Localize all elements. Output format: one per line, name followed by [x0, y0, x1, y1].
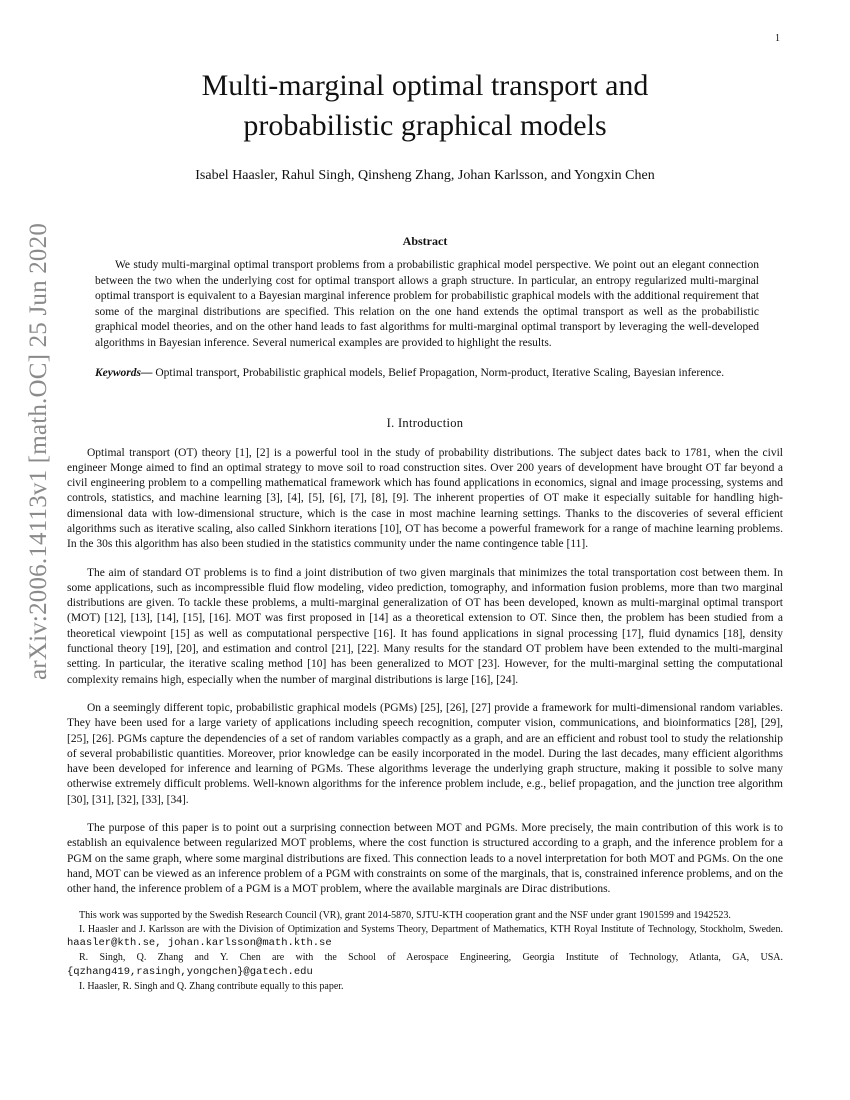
- keywords-label: Keywords—: [95, 367, 153, 379]
- author-list: Isabel Haasler, Rahul Singh, Qinsheng Zhang, Johan Karlsson, and Yongxin Chen: [195, 168, 655, 183]
- footnotes: [67, 909, 783, 994]
- title-line-1: Multi-marginal optimal transport and: [201, 69, 649, 102]
- paper-title: [67, 66, 783, 146]
- intro-paragraph-1: Optimal transport (OT) theory [1], [2] is a powerful tool in the study of probability distributions. The subject dates back to 1781, when the civil engineer Monge aimed to find an optimal strategy to move soil to road construction sites. Over 200 years of development have brought OT far beyond a civil engineering problem to a compelling mathematical framework which has found applications in economics, signal and image processing, systems and controls, statistics, and machine learning [3], [4], [5], [6], [7], [8], [9]. The inherent properties of OT make it especially suitable for handling high-dimensional data with low-dimensional structure, which is the case in most machine learning settings. Thanks to the discoveries of several efficient algorithms such as iterative scaling, also called Sinkhorn iterations [10], OT has become a powerful framework for a range of machine learning problems. In the 30s this algorithm has also been studied in the statistics community under the name contingence table [11].: [67, 446, 783, 551]
- affiliation-gatech-text: R. Singh, Q. Zhang and Y. Chen are with the School of Aerospace Engineering, Georgia Institute of Technology, Atlanta, GA, USA.: [79, 952, 783, 964]
- title-line-2: probabilistic graphical models: [243, 109, 607, 142]
- keywords: [95, 366, 759, 382]
- affiliation-kth-email[interactable]: haasler@kth.se, johan.karlsson@math.kth.se: [67, 937, 332, 950]
- intro-paragraph-4: The purpose of this paper is to point out a surprising connection between MOT and PGMs. More precisely, the main contribution of this work is to establish an equivalence between regularized MOT problems, where the cost function is structured according to a graph, and the inference problem for a PGM on the same graph, where some marginal distributions are fixed. This connection leads to a novel interpretation for both MOT and PGMs. On the one hand, MOT can be viewed as an inference problem of a PGM with constraints on some of the marginals, that is, constrained inference problems, and on the other hand, the inference problem of a PGM is a MOT problem, where the available marginals are Dirac distributions.: [67, 822, 783, 896]
- footnote-equal-contribution: I. Haasler, R. Singh and Q. Zhang contribute equally to this paper.: [79, 981, 344, 992]
- abstract-heading: Abstract: [402, 234, 448, 248]
- footnote-support: This work was supported by the Swedish Research Council (VR), grant 2014-5870, SJTU-KTH cooperation grant and the NSF under grant 1901599 and 1942523.: [79, 909, 731, 921]
- footnote-affiliation-gatech: [67, 951, 783, 979]
- footnote-affiliation-kth: [67, 923, 783, 951]
- page-number: 1: [775, 33, 780, 44]
- affiliation-kth-text: I. Haasler and J. Karlsson are with the Division of Optimization and Systems Theory, Department of Mathematics, KTH Royal Institute of Technology, Stockholm, Sweden.: [79, 923, 783, 935]
- arxiv-stamp: arXiv:2006.14113v1 [math.OC] 25 Jun 2020: [25, 222, 52, 680]
- abstract-body: We study multi-marginal optimal transport problems from a probabilistic graphical model perspective. We point out an elegant connection between the two when the underlying cost for optimal transport allows a graph structure. In particular, an entropy regularized multi-marginal optimal transport is equivalent to a Bayesian marginal inference problem for probabilistic graphical models with the additional requirement that some of the marginal distributions are specified. This relation on the one hand extends the optimal transport as well as the probabilistic graphical model theories, and on the other hand leads to fast algorithms for multi-marginal optimal transport by leveraging the well-developed algorithms in Bayesian inference. Several numerical examples are provided to highlight the results.: [95, 259, 759, 349]
- paper-content: [67, 66, 783, 994]
- keywords-text: Optimal transport, Probabilistic graphical models, Belief Propagation, Norm-product, Iterative Scaling, Bayesian inference.: [152, 367, 725, 379]
- intro-paragraph-3: On a seemingly different topic, probabilistic graphical models (PGMs) [25], [26], [27] provide a framework for multi-dimensional random variables. They have been used for a large variety of applications including speech recognition, computer vision, communications, and bioinformatics [28], [29], [25], [26]. PGMs capture the dependencies of a set of random variables compactly as a graph, and are an efficient and robust tool to study the relationship of several probabilistic quantities. Moreover, prior knowledge can be easily incorporated in the model. During the last decades, many efficient algorithms have been developed for inference and learning of PGMs. These algorithms leverage the underlying graph structure, making it possible to solve many otherwise extremely difficult problems. Well-known algorithms for the inference problem include, e.g., belief propagation, and the junction tree algorithm [30], [31], [32], [33], [34].: [67, 701, 783, 806]
- section-heading-introduction: I. Introduction: [386, 415, 464, 430]
- affiliation-gatech-email[interactable]: {qzhang419,rasingh,yongchen}@gatech.edu: [67, 965, 313, 978]
- intro-paragraph-2: The aim of standard OT problems is to find a joint distribution of two given marginals that minimizes the total transportation cost between them. In some applications, such as incompressible fluid flow modeling, video prediction, tomography, and information fusion problems, more than two marginal distributions are given. To tackle these problems, a multi-marginal generalization of OT has been developed, known as multi-marginal optimal transport (MOT) [12], [13], [14], [15], [16]. MOT was first proposed in [14] as a theoretical extension to OT. Since then, the problem has been studied from a theoretical viewpoint [15] as well as computational perspective [16]. It has found applications in signal processing [17], fluid dynamics [18], density functional theory [19], [20], and estimation and control [21], [22]. Many results for the standard OT problem have been extended to the multi-marginal setting. In particular, the iterative scaling method [10] has been generalized to MOT [23]. However, for the multi-marginal setting the computational complexity remains high, especially when the number of marginal distributions is large [16], [24].: [67, 566, 783, 686]
